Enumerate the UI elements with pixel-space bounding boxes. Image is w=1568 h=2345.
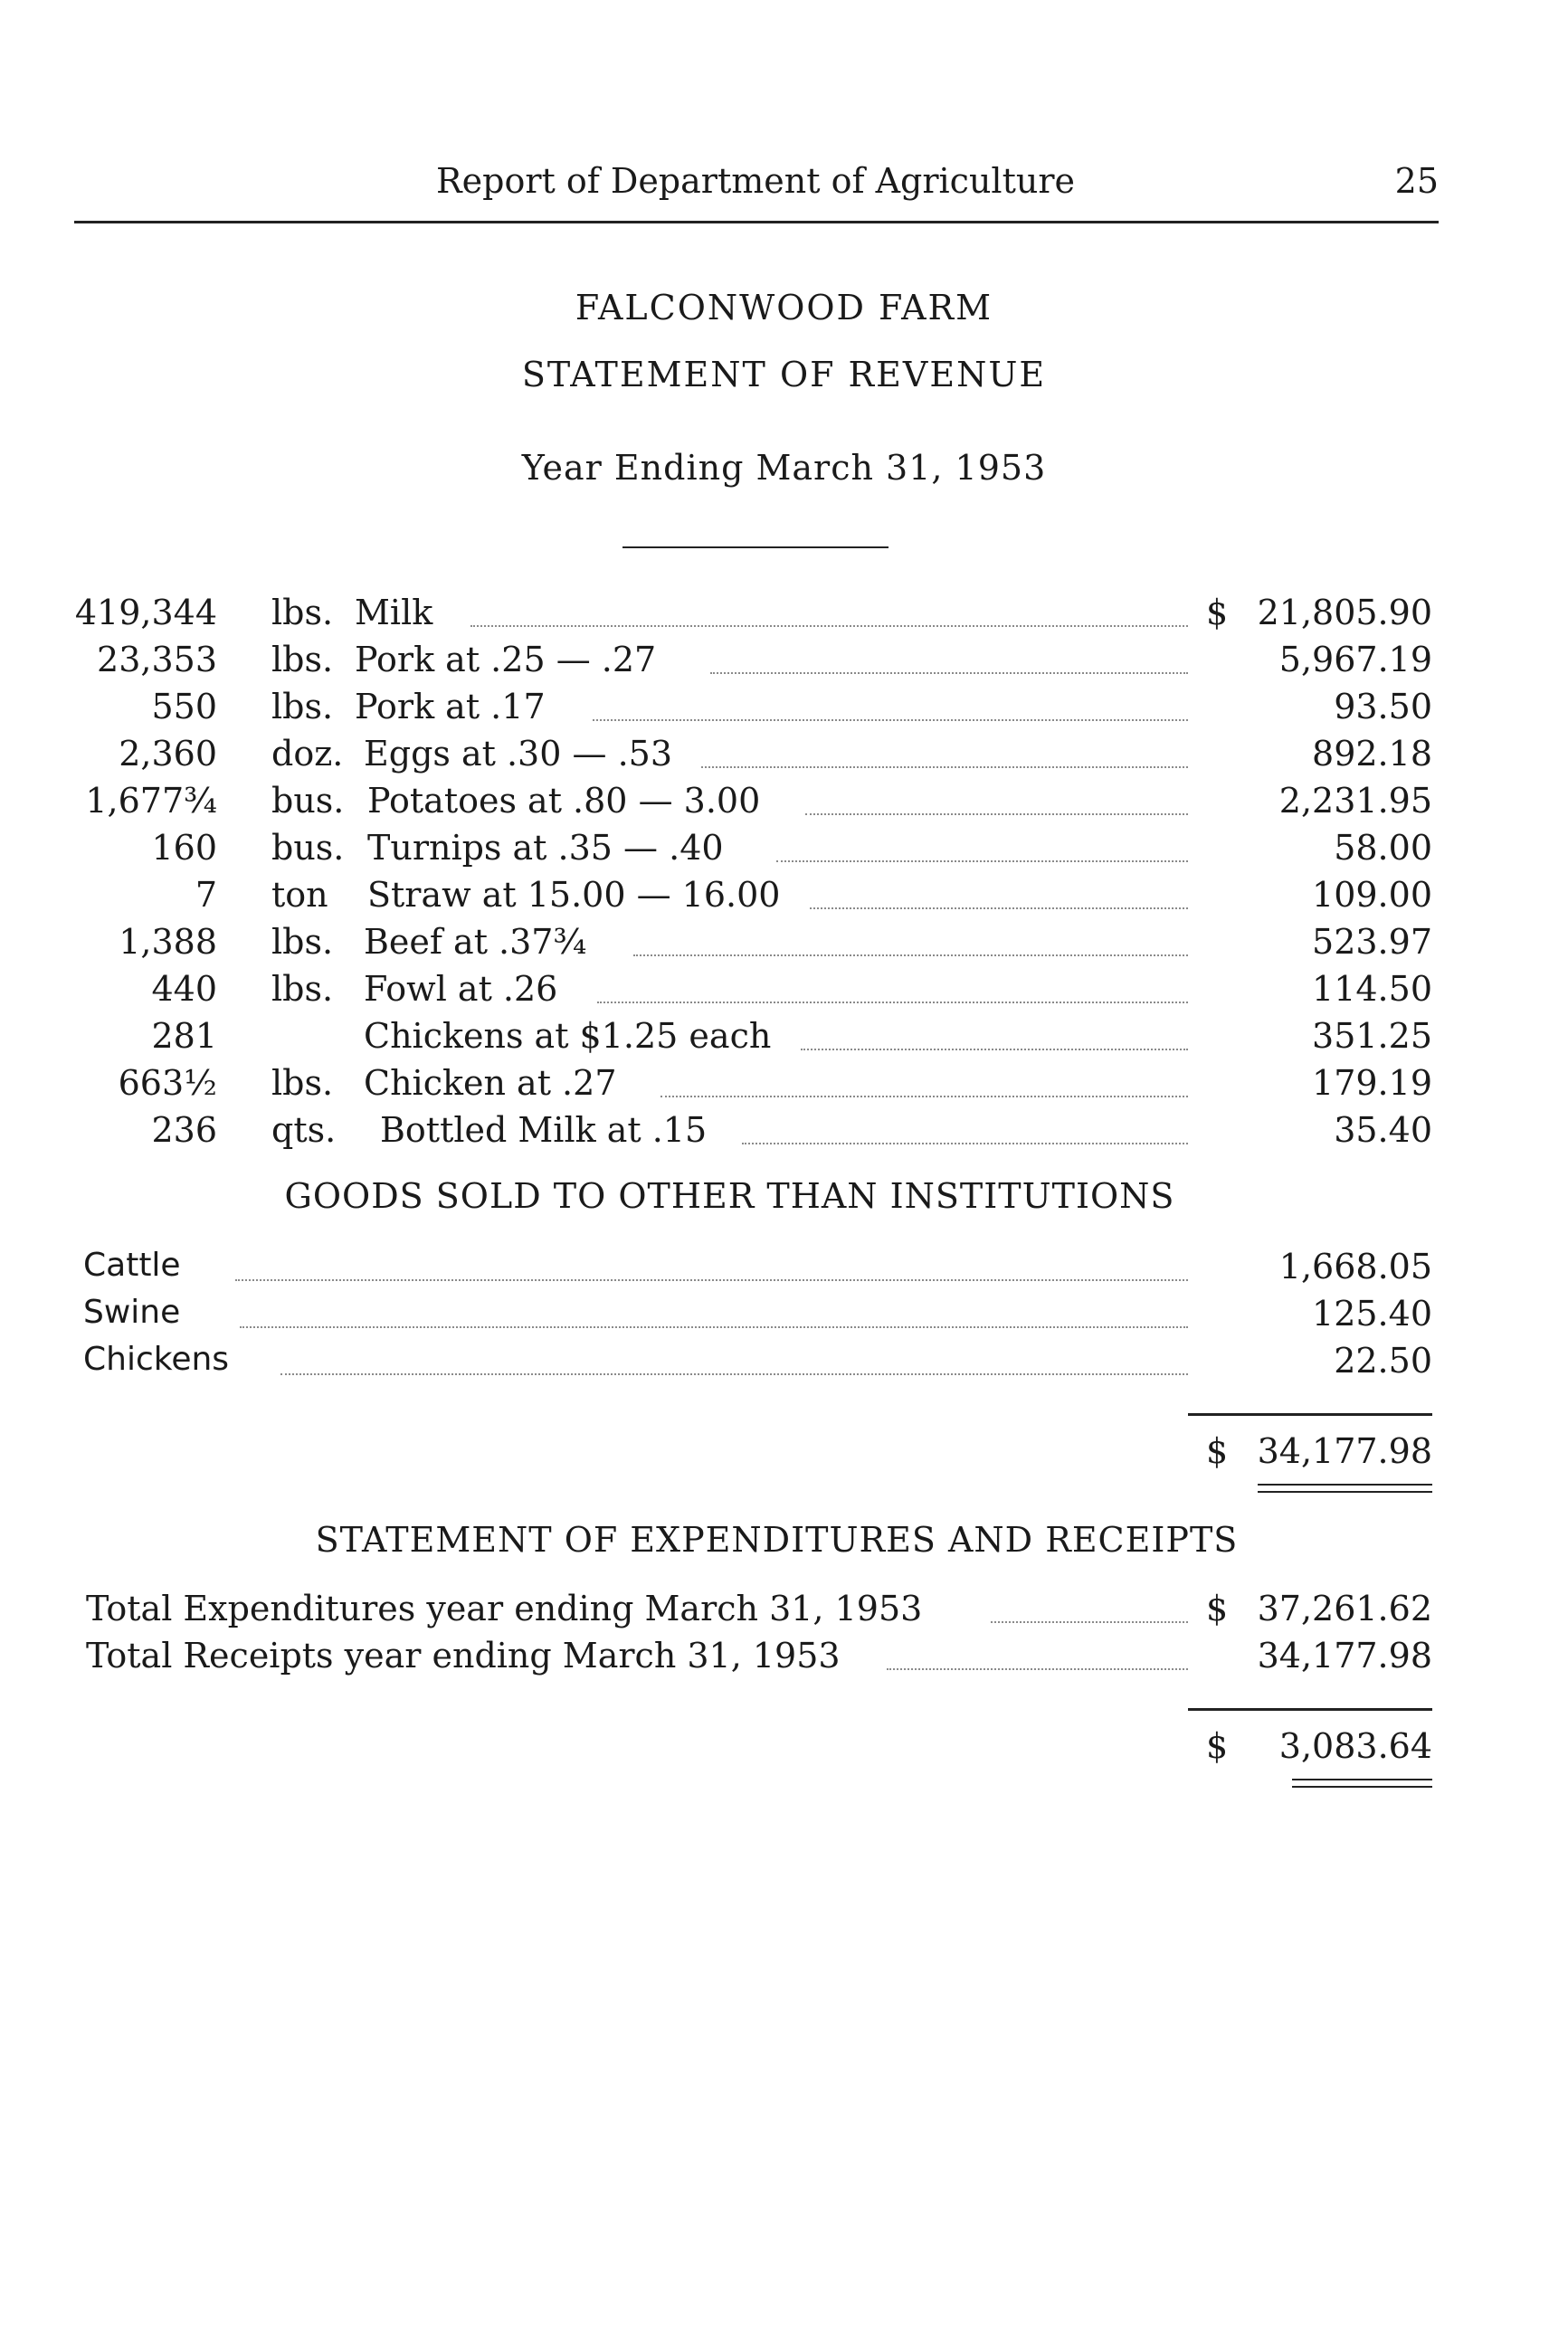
farm-title: FALCONWOOD FARM — [575, 288, 993, 328]
amount: 351.25 — [1312, 1016, 1432, 1056]
leader-dots — [240, 1324, 1188, 1328]
unit: qts. — [271, 1110, 337, 1150]
expenditure-row — [0, 1589, 1568, 1638]
item-label: Milk — [355, 593, 433, 632]
revenue-row — [0, 1063, 1568, 1112]
quantity: 160 — [151, 828, 217, 868]
title-divider — [622, 546, 889, 548]
amount: 2,231.95 — [1278, 781, 1432, 821]
amount: 892.18 — [1312, 734, 1432, 774]
item-label: Chicken at .27 — [364, 1063, 617, 1103]
dollar-sign: $ — [1206, 1589, 1229, 1628]
amount: 125.40 — [1312, 1294, 1432, 1334]
item-label: Fowl at .26 — [364, 969, 558, 1009]
header-rule — [74, 221, 1439, 223]
item-label: Straw at 15.00 — 16.00 — [367, 875, 781, 915]
item-label: Pork at .17 — [355, 687, 546, 726]
item-label: Chickens — [83, 1341, 230, 1378]
item-label: Bottled Milk at .15 — [380, 1110, 708, 1150]
leader-dots — [280, 1372, 1188, 1375]
item-label: Total Expenditures year ending March 31, 1953 — [86, 1589, 923, 1628]
goods-row — [0, 1341, 1568, 1390]
item-label: Chickens at $1.25 each — [364, 1016, 772, 1056]
expenditure-row — [0, 1636, 1568, 1685]
revenue-row — [0, 922, 1568, 971]
total-double-rule — [1292, 1779, 1432, 1788]
amount: 37,261.62 — [1257, 1589, 1432, 1628]
item-label: Total Receipts year ending March 31, 1953 — [86, 1636, 841, 1676]
expenditures-heading: STATEMENT OF EXPENDITURES AND RECEIPTS — [315, 1520, 1239, 1560]
quantity: 2,360 — [119, 734, 217, 774]
leader-dots — [470, 623, 1188, 627]
quantity: 281 — [151, 1016, 217, 1056]
deficit-total-row — [0, 1726, 1568, 1775]
revenue-row — [0, 1016, 1568, 1065]
unit: lbs. — [271, 640, 334, 679]
amount: 35.40 — [1334, 1110, 1432, 1150]
item-label: Pork at .25 — .27 — [355, 640, 657, 679]
unit: bus. — [271, 781, 345, 821]
unit: lbs. — [271, 1063, 334, 1103]
item-label: Swine — [83, 1294, 181, 1331]
leader-dots — [810, 906, 1188, 909]
period-subtitle: Year Ending March 31, 1953 — [521, 448, 1047, 488]
quantity: 419,344 — [74, 593, 217, 632]
running-head — [72, 161, 1439, 215]
revenue-total-row — [0, 1431, 1568, 1480]
revenue-row — [0, 687, 1568, 736]
quantity: 7 — [195, 875, 217, 915]
item-label: Cattle — [83, 1247, 181, 1284]
leader-dots — [710, 670, 1188, 674]
quantity: 550 — [151, 687, 217, 726]
item-label: Beef at .37¾ — [364, 922, 587, 962]
amount: 34,177.98 — [1257, 1636, 1432, 1676]
quantity: 663½ — [118, 1063, 217, 1103]
amount: 1,668.05 — [1278, 1247, 1432, 1286]
leader-dots — [801, 1047, 1188, 1050]
revenue-row — [0, 640, 1568, 688]
leader-dots — [597, 1000, 1188, 1003]
leader-dots — [593, 717, 1188, 721]
deficit-total: 3,083.64 — [1278, 1726, 1432, 1766]
page-number: 25 — [1394, 161, 1439, 201]
amount: 114.50 — [1312, 969, 1432, 1009]
quantity: 236 — [151, 1110, 217, 1150]
amount: 93.50 — [1334, 687, 1432, 726]
revenue-row — [0, 875, 1568, 924]
dollar-sign: $ — [1206, 593, 1229, 632]
leader-dots — [633, 953, 1188, 956]
item-label: Turnips at .35 — .40 — [367, 828, 724, 868]
dollar-sign: $ — [1206, 1726, 1229, 1766]
revenue-total: 34,177.98 — [1257, 1431, 1432, 1471]
quantity: 1,388 — [119, 922, 217, 962]
leader-dots — [776, 859, 1188, 862]
unit: lbs. — [271, 593, 334, 632]
total-double-rule — [1258, 1484, 1432, 1493]
revenue-row — [0, 969, 1568, 1018]
unit: lbs. — [271, 687, 334, 726]
amount: 109.00 — [1312, 875, 1432, 915]
amount: 58.00 — [1334, 828, 1432, 868]
running-title: Report of Department of Agriculture — [436, 161, 1075, 201]
leader-dots — [991, 1619, 1188, 1623]
revenue-row — [0, 781, 1568, 830]
quantity: 23,353 — [97, 640, 217, 679]
unit: bus. — [271, 828, 345, 868]
statement-title: STATEMENT OF REVENUE — [521, 355, 1047, 394]
subtotal-rule — [1188, 1413, 1432, 1416]
quantity: 440 — [151, 969, 217, 1009]
revenue-row — [0, 734, 1568, 783]
revenue-row — [0, 828, 1568, 877]
unit: lbs. — [271, 922, 334, 962]
amount: 179.19 — [1312, 1063, 1432, 1103]
subtotal-rule — [1188, 1708, 1432, 1711]
revenue-row — [0, 1110, 1568, 1159]
goods-heading: GOODS SOLD TO OTHER THAN INSTITUTIONS — [284, 1176, 1175, 1216]
quantity: 1,677¾ — [85, 781, 217, 821]
unit: doz. — [271, 734, 344, 774]
amount: 5,967.19 — [1278, 640, 1432, 679]
item-label: Potatoes at .80 — 3.00 — [367, 781, 761, 821]
leader-dots — [887, 1666, 1188, 1670]
leader-dots — [235, 1277, 1188, 1281]
revenue-row — [0, 593, 1568, 641]
amount: 22.50 — [1334, 1341, 1432, 1381]
leader-dots — [742, 1141, 1188, 1144]
amount: 523.97 — [1312, 922, 1432, 962]
unit: ton — [271, 875, 328, 915]
leader-dots — [701, 764, 1188, 768]
leader-dots — [660, 1094, 1188, 1097]
amount: 21,805.90 — [1257, 593, 1432, 632]
dollar-sign: $ — [1206, 1431, 1229, 1471]
unit: lbs. — [271, 969, 334, 1009]
goods-row — [0, 1294, 1568, 1343]
leader-dots — [805, 812, 1188, 815]
goods-row — [0, 1247, 1568, 1296]
item-label: Eggs at .30 — .53 — [364, 734, 672, 774]
